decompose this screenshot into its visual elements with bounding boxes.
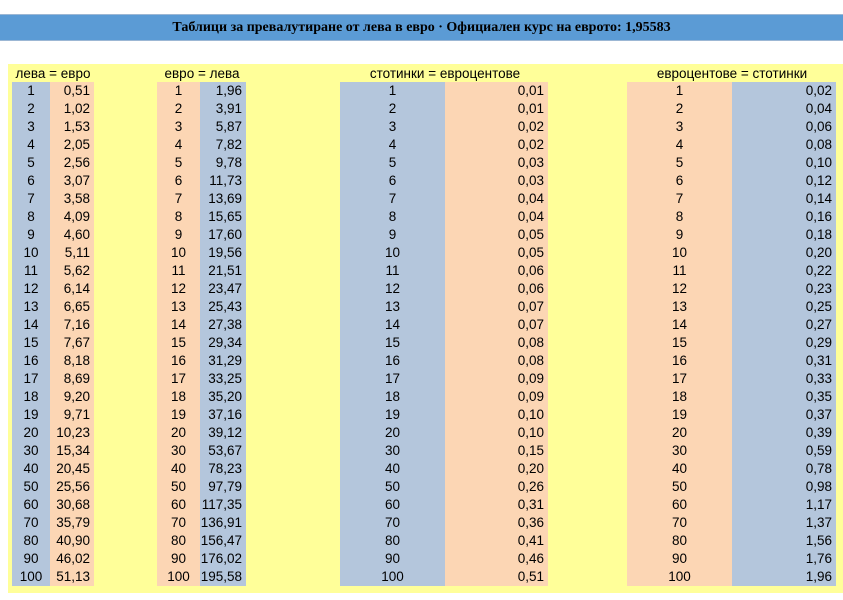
table-cell: 0,98	[732, 478, 836, 496]
table-cell: 35,20	[200, 388, 246, 406]
table-cell: 21,51	[200, 262, 246, 280]
table-cell: 16	[12, 352, 50, 370]
table-cell: 50	[627, 478, 732, 496]
table-cell: 1,96	[732, 568, 836, 586]
table-cell: 8	[627, 208, 732, 226]
table-cell: 80	[157, 532, 200, 550]
table-cell: 30,68	[50, 496, 94, 514]
table-cell: 9,78	[200, 154, 246, 172]
table-cell: 0,05	[445, 226, 548, 244]
table-cell: 0,04	[445, 190, 548, 208]
table-cell: 29,34	[200, 334, 246, 352]
table-cell: 0,08	[445, 334, 548, 352]
table-cell: 4,60	[50, 226, 94, 244]
table-cell: 7,67	[50, 334, 94, 352]
table-cell: 0,29	[732, 334, 836, 352]
table-cell: 40	[340, 460, 445, 478]
table-cell: 3,91	[200, 100, 246, 118]
table-cell: 0,36	[445, 514, 548, 532]
table-cell: 5,62	[50, 262, 94, 280]
table-cell: 19	[157, 406, 200, 424]
table-cell: 40	[627, 460, 732, 478]
table-cell: 17	[157, 370, 200, 388]
table-cell: 50	[340, 478, 445, 496]
table-cell: 9,20	[50, 388, 94, 406]
table-cell: 15	[627, 334, 732, 352]
table-cell: 13	[12, 298, 50, 316]
table-cell: 0,07	[445, 316, 548, 334]
table-cell: 4	[157, 136, 200, 154]
table-cell: 70	[157, 514, 200, 532]
stotinki-eurocents-keys	[340, 82, 445, 586]
table-cell: 100	[157, 568, 200, 586]
table-cell: 3	[157, 118, 200, 136]
table-cell: 1,02	[50, 100, 94, 118]
table-cell: 6	[340, 172, 445, 190]
table-cell: 7	[157, 190, 200, 208]
table-cell: 5	[627, 154, 732, 172]
table-cell: 2	[157, 100, 200, 118]
table-cell: 53,67	[200, 442, 246, 460]
table-cell: 10,23	[50, 424, 94, 442]
table-cell: 1	[340, 82, 445, 100]
table-cell: 23,47	[200, 280, 246, 298]
table-cell: 0,20	[445, 460, 548, 478]
table-cell: 2,56	[50, 154, 94, 172]
table-cell: 1	[157, 82, 200, 100]
table-cell: 0,37	[732, 406, 836, 424]
table-cell: 37,16	[200, 406, 246, 424]
table-cell: 30	[12, 442, 50, 460]
table-cell: 18	[157, 388, 200, 406]
table-cell: 46,02	[50, 550, 94, 568]
table-cell: 3,07	[50, 172, 94, 190]
table-cell: 6,65	[50, 298, 94, 316]
table-cell: 2,05	[50, 136, 94, 154]
header-leva-euro: лева = евро	[15, 66, 91, 81]
table-cell: 70	[340, 514, 445, 532]
table-cell: 70	[12, 514, 50, 532]
table-cell: 16	[157, 352, 200, 370]
table-cell: 1,56	[732, 532, 836, 550]
table-cell: 0,10	[445, 406, 548, 424]
header-stotinki-eurocents: стотинки = евроцентове	[369, 66, 521, 81]
table-cell: 117,35	[200, 496, 246, 514]
table-cell: 9,71	[50, 406, 94, 424]
table-cell: 12	[157, 280, 200, 298]
table-cell: 20	[627, 424, 732, 442]
table-cell: 6,14	[50, 280, 94, 298]
table-cell: 0,41	[445, 532, 548, 550]
header-eurocents-stotinki: евроцентове = стотинки	[656, 66, 808, 81]
table-cell: 0,06	[732, 118, 836, 136]
table-cell: 1,76	[732, 550, 836, 568]
table-cell: 0,02	[445, 136, 548, 154]
table-cell: 60	[157, 496, 200, 514]
table-cell: 0,08	[445, 352, 548, 370]
table-cell: 31,29	[200, 352, 246, 370]
table-cell: 10	[157, 244, 200, 262]
table-cell: 11	[157, 262, 200, 280]
table-cell: 40	[12, 460, 50, 478]
table-cell: 0,02	[445, 118, 548, 136]
table-cell: 3	[627, 118, 732, 136]
leva-euro-values	[50, 82, 94, 586]
table-cell: 15	[12, 334, 50, 352]
table-cell: 18	[340, 388, 445, 406]
table-cell: 14	[340, 316, 445, 334]
table-cell: 136,91	[200, 514, 246, 532]
table-cell: 8	[157, 208, 200, 226]
stotinki-eurocents-values	[445, 82, 548, 586]
table-cell: 1,53	[50, 118, 94, 136]
table-cell: 0,59	[732, 442, 836, 460]
table-cell: 11	[340, 262, 445, 280]
table-cell: 0,35	[732, 388, 836, 406]
table-cell: 0,01	[445, 82, 548, 100]
table-cell: 100	[627, 568, 732, 586]
table-cell: 13	[157, 298, 200, 316]
table-cell: 9	[627, 226, 732, 244]
table-cell: 0,51	[445, 568, 548, 586]
eurocents-stotinki-values	[732, 82, 836, 586]
table-cell: 0,15	[445, 442, 548, 460]
table-cell: 60	[627, 496, 732, 514]
table-cell: 19	[12, 406, 50, 424]
table-cell: 0,39	[732, 424, 836, 442]
table-cell: 11	[627, 262, 732, 280]
table-cell: 6	[627, 172, 732, 190]
table-cell: 5	[340, 154, 445, 172]
table-cell: 7	[340, 190, 445, 208]
table-cell: 5,87	[200, 118, 246, 136]
table-cell: 25,56	[50, 478, 94, 496]
table-cell: 4	[12, 136, 50, 154]
table-cell: 97,79	[200, 478, 246, 496]
euro-leva-keys	[157, 82, 200, 586]
table-cell: 50	[157, 478, 200, 496]
table-cell: 30	[340, 442, 445, 460]
table-cell: 0,04	[445, 208, 548, 226]
table-cell: 1	[12, 82, 50, 100]
table-cell: 0,07	[445, 298, 548, 316]
table-cell: 8,69	[50, 370, 94, 388]
table-cell: 4	[627, 136, 732, 154]
table-cell: 16	[627, 352, 732, 370]
table-cell: 12	[627, 280, 732, 298]
table-cell: 12	[12, 280, 50, 298]
table-cell: 0,10	[732, 154, 836, 172]
table-cell: 90	[340, 550, 445, 568]
table-cell: 195,58	[200, 568, 246, 586]
table-cell: 19	[627, 406, 732, 424]
table-cell: 13	[340, 298, 445, 316]
table-cell: 8	[12, 208, 50, 226]
table-cell: 20	[157, 424, 200, 442]
table-cell: 30	[627, 442, 732, 460]
table-cell: 10	[627, 244, 732, 262]
table-cell: 17	[12, 370, 50, 388]
table-cell: 0,26	[445, 478, 548, 496]
table-cell: 0,46	[445, 550, 548, 568]
table-cell: 50	[12, 478, 50, 496]
table-cell: 9	[340, 226, 445, 244]
table-cell: 39,12	[200, 424, 246, 442]
table-cell: 80	[627, 532, 732, 550]
table-cell: 0,22	[732, 262, 836, 280]
table-cell: 6	[157, 172, 200, 190]
table-cell: 100	[12, 568, 50, 586]
eurocents-stotinki-keys	[627, 82, 732, 586]
table-cell: 90	[157, 550, 200, 568]
table-cell: 9	[157, 226, 200, 244]
table-cell: 80	[340, 532, 445, 550]
table-cell: 2	[627, 100, 732, 118]
table-cell: 20	[12, 424, 50, 442]
table-cell: 51,13	[50, 568, 94, 586]
table-cell: 0,02	[732, 82, 836, 100]
table-cell: 0,01	[445, 100, 548, 118]
table-cell: 100	[340, 568, 445, 586]
table-cell: 17	[627, 370, 732, 388]
table-cell: 17,60	[200, 226, 246, 244]
table-cell: 1	[627, 82, 732, 100]
table-cell: 25,43	[200, 298, 246, 316]
table-cell: 3	[340, 118, 445, 136]
table-cell: 15	[157, 334, 200, 352]
table-cell: 15,65	[200, 208, 246, 226]
table-cell: 5	[157, 154, 200, 172]
table-cell: 35,79	[50, 514, 94, 532]
table-cell: 13,69	[200, 190, 246, 208]
table-cell: 70	[627, 514, 732, 532]
table-cell: 0,04	[732, 100, 836, 118]
table-cell: 13	[627, 298, 732, 316]
header-euro-leva: евро = лева	[164, 66, 240, 81]
table-cell: 60	[12, 496, 50, 514]
table-cell: 17	[340, 370, 445, 388]
table-cell: 0,06	[445, 280, 548, 298]
table-cell: 8	[340, 208, 445, 226]
table-cell: 0,31	[445, 496, 548, 514]
table-cell: 6	[12, 172, 50, 190]
table-cell: 14	[157, 316, 200, 334]
table-cell: 0,18	[732, 226, 836, 244]
table-cell: 7	[627, 190, 732, 208]
table-cell: 0,08	[732, 136, 836, 154]
table-cell: 0,16	[732, 208, 836, 226]
table-cell: 1,17	[732, 496, 836, 514]
table-cell: 0,33	[732, 370, 836, 388]
table-cell: 18	[12, 388, 50, 406]
table-cell: 14	[12, 316, 50, 334]
table-cell: 5,11	[50, 244, 94, 262]
table-cell: 9	[12, 226, 50, 244]
table-cell: 0,51	[50, 82, 94, 100]
table-cell: 1,37	[732, 514, 836, 532]
table-cell: 14	[627, 316, 732, 334]
table-cell: 11	[12, 262, 50, 280]
table-cell: 4,09	[50, 208, 94, 226]
table-cell: 176,02	[200, 550, 246, 568]
table-cell: 0,09	[445, 388, 548, 406]
table-cell: 4	[340, 136, 445, 154]
table-cell: 0,27	[732, 316, 836, 334]
table-cell: 10	[12, 244, 50, 262]
table-cell: 30	[157, 442, 200, 460]
table-cell: 19,56	[200, 244, 246, 262]
table-cell: 80	[12, 532, 50, 550]
table-cell: 60	[340, 496, 445, 514]
table-cell: 0,12	[732, 172, 836, 190]
leva-euro-keys	[12, 82, 50, 586]
table-cell: 0,78	[732, 460, 836, 478]
table-cell: 90	[627, 550, 732, 568]
table-cell: 1,96	[200, 82, 246, 100]
table-cell: 33,25	[200, 370, 246, 388]
table-cell: 0,14	[732, 190, 836, 208]
table-cell: 20	[340, 424, 445, 442]
table-cell: 2	[12, 100, 50, 118]
table-cell: 0,06	[445, 262, 548, 280]
table-cell: 0,23	[732, 280, 836, 298]
table-cell: 19	[340, 406, 445, 424]
table-cell: 7,82	[200, 136, 246, 154]
table-cell: 7	[12, 190, 50, 208]
table-cell: 0,25	[732, 298, 836, 316]
table-cell: 12	[340, 280, 445, 298]
table-cell: 16	[340, 352, 445, 370]
table-cell: 0,10	[445, 424, 548, 442]
table-cell: 0,31	[732, 352, 836, 370]
table-cell: 15,34	[50, 442, 94, 460]
table-cell: 11,73	[200, 172, 246, 190]
table-cell: 27,38	[200, 316, 246, 334]
table-cell: 20,45	[50, 460, 94, 478]
table-cell: 90	[12, 550, 50, 568]
table-cell: 8,18	[50, 352, 94, 370]
table-cell: 40,90	[50, 532, 94, 550]
table-cell: 10	[340, 244, 445, 262]
table-cell: 0,09	[445, 370, 548, 388]
table-cell: 15	[340, 334, 445, 352]
table-cell: 5	[12, 154, 50, 172]
euro-leva-values	[200, 82, 246, 586]
table-cell: 156,47	[200, 532, 246, 550]
table-cell: 0,03	[445, 154, 548, 172]
table-cell: 3,58	[50, 190, 94, 208]
table-cell: 40	[157, 460, 200, 478]
table-cell: 0,20	[732, 244, 836, 262]
table-cell: 18	[627, 388, 732, 406]
page-title: Таблици за превалутиране от лева в евро · Официален курс на еврото: 1,95583	[0, 14, 843, 41]
table-cell: 78,23	[200, 460, 246, 478]
table-cell: 0,03	[445, 172, 548, 190]
table-cell: 2	[340, 100, 445, 118]
table-cell: 3	[12, 118, 50, 136]
table-cell: 0,05	[445, 244, 548, 262]
table-cell: 7,16	[50, 316, 94, 334]
